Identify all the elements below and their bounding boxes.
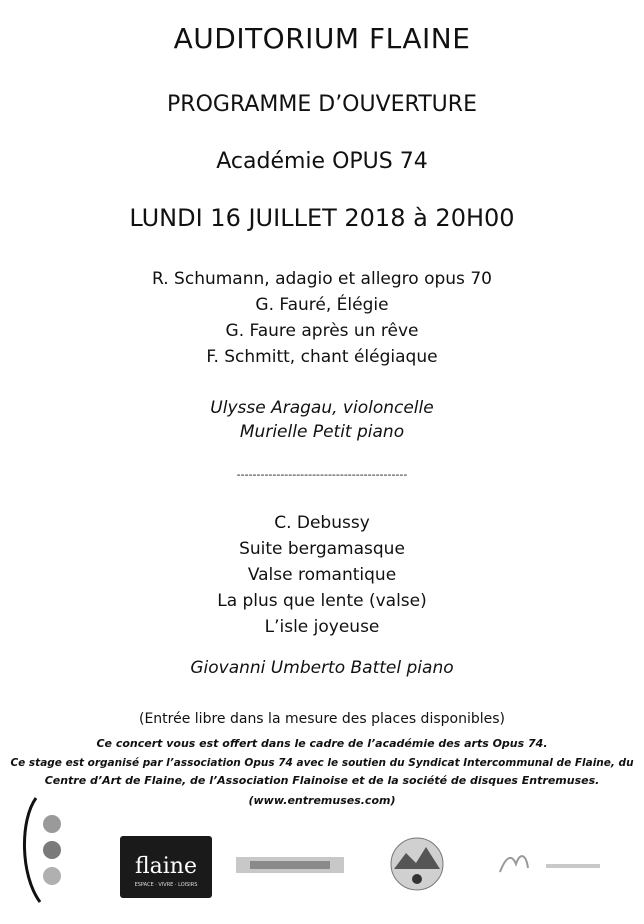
- part2-performers: [0, 656, 644, 680]
- academy-name: Académie OPUS 74: [216, 149, 428, 174]
- list-item: F. Schmitt, chant élégiaque: [206, 347, 438, 367]
- program-title: PROGRAMME D’OUVERTURE: [167, 92, 477, 117]
- website: (www.entremuses.com): [248, 794, 396, 807]
- sponsor-logo-banner: [236, 855, 344, 875]
- opus-logo: [18, 790, 68, 910]
- list-item: Suite bergamasque: [239, 539, 405, 559]
- performer: Ulysse Aragau, violoncelle: [210, 398, 434, 418]
- flaine-logo-text: flaine: [134, 854, 197, 879]
- flaine-logo-subtext: ESPACE · VIVRE · LOISIRS: [134, 882, 198, 888]
- concert-date: LUNDI 16 JUILLET 2018 à 20H00: [129, 204, 515, 232]
- part2-work-list: [0, 510, 644, 640]
- list-item: C. Debussy: [274, 513, 370, 533]
- list-item: Valse romantique: [247, 565, 397, 585]
- performer: Murielle Petit piano: [239, 422, 405, 442]
- part1-work-list: [0, 266, 644, 370]
- list-item: La plus que lente (valse): [217, 591, 427, 611]
- support-line-1: Ce stage est organisé par l’association Opus 74 avec le soutien du Syndicat Intercommunal de Flaine, du: [10, 757, 634, 769]
- separator: -------------------------------------------: [236, 468, 408, 481]
- entremuses-logo: [496, 848, 532, 878]
- list-item: G. Fauré, Élégie: [255, 295, 389, 315]
- small-text-logo: [546, 856, 600, 866]
- syndicat-logo: [388, 835, 446, 893]
- flaine-logo: [120, 836, 212, 898]
- list-item: G. Faure après un rêve: [225, 321, 419, 341]
- support-line-2: Centre d’Art de Flaine, de l’Association Flainoise et de la société de disques Entremuses.: [44, 774, 600, 787]
- list-item: L’isle joyeuse: [264, 617, 380, 637]
- performer: Giovanni Umberto Battel piano: [190, 658, 454, 678]
- list-item: R. Schumann, adagio et allegro opus 70: [152, 269, 492, 289]
- venue-title: AUDITORIUM FLAINE: [173, 22, 471, 55]
- offer-note: Ce concert vous est offert dans le cadre de l’académie des arts Opus 74.: [96, 737, 548, 750]
- entry-note: (Entrée libre dans la mesure des places disponibles): [139, 711, 505, 727]
- part1-performers: [0, 396, 644, 444]
